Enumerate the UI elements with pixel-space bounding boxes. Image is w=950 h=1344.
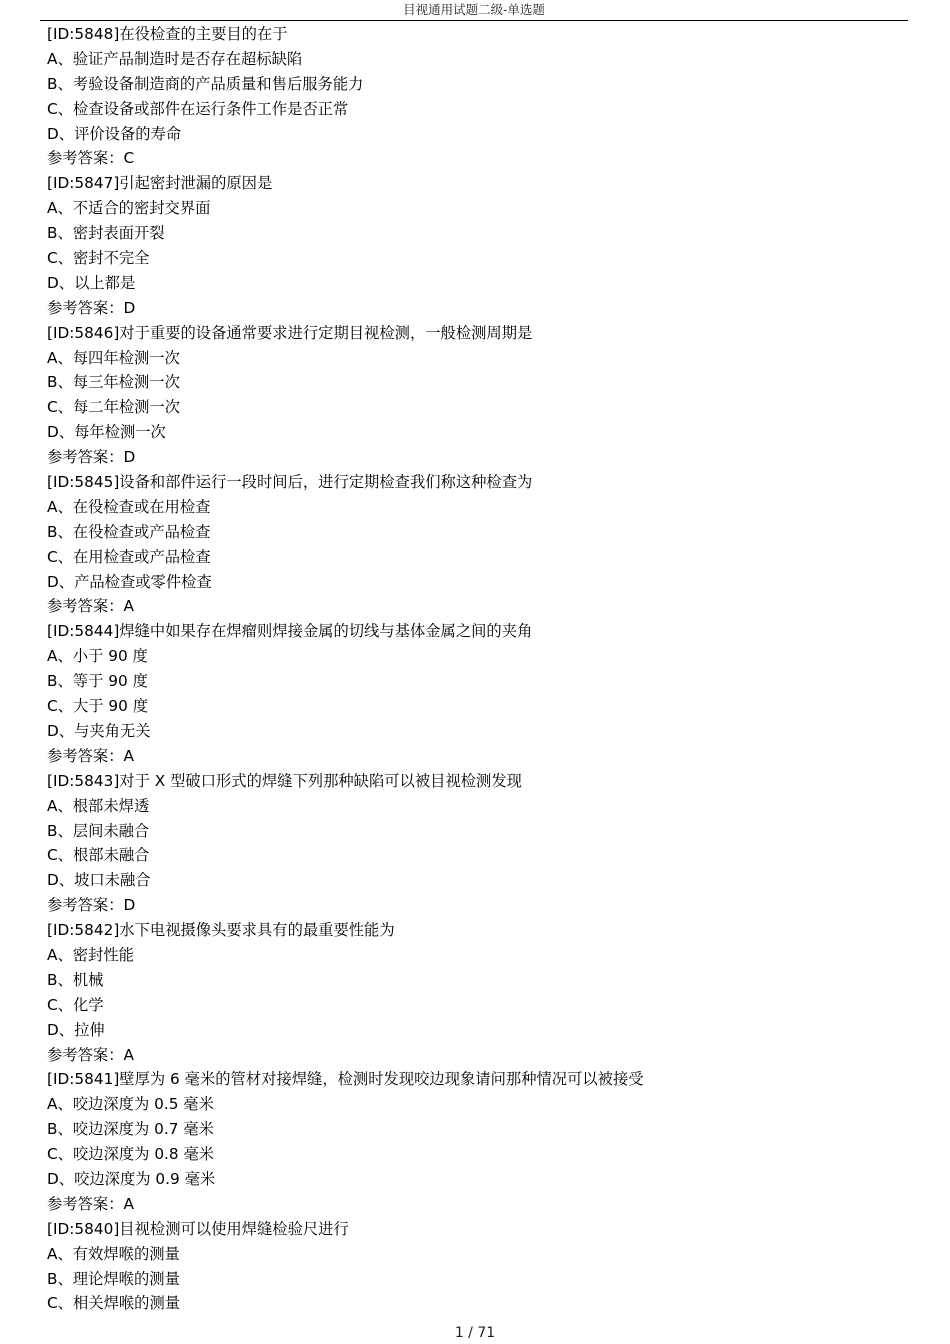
question-block bbox=[47, 22, 907, 171]
question-text: [ID:5844]焊缝中如果存在焊瘤则焊接金属的切线与基体金属之间的夹角 bbox=[47, 622, 533, 641]
answer-text: 参考答案：A bbox=[47, 746, 134, 765]
option-c: C、在用检查或产品检查 bbox=[47, 547, 211, 566]
option-a: A、验证产品制造时是否存在超标缺陷 bbox=[47, 49, 303, 68]
answer-text: 参考答案：D bbox=[47, 448, 136, 467]
option-b: B、在役检查或产品检查 bbox=[47, 522, 211, 541]
question-text: [ID:5847]引起密封泄漏的原因是 bbox=[47, 174, 273, 193]
question-block bbox=[47, 470, 907, 619]
question-block bbox=[47, 171, 907, 320]
option-b: B、咬边深度为 0.7 毫米 bbox=[47, 1120, 214, 1139]
option-b: B、理论焊喉的测量 bbox=[47, 1269, 180, 1288]
question-block bbox=[47, 619, 907, 768]
option-c: C、咬边深度为 0.8 毫米 bbox=[47, 1145, 215, 1164]
option-d: D、坡口未融合 bbox=[47, 871, 151, 890]
question-text: [ID:5842]水下电视摄像头要求具有的最重要性能为 bbox=[47, 921, 395, 940]
option-c: C、密封不完全 bbox=[47, 249, 150, 268]
question-block bbox=[47, 1217, 907, 1317]
option-c: C、化学 bbox=[47, 995, 104, 1014]
answer-text: 参考答案：A bbox=[47, 597, 134, 616]
option-c: C、每二年检测一次 bbox=[47, 398, 181, 417]
option-a: A、不适合的密封交界面 bbox=[47, 199, 211, 218]
option-d: D、拉伸 bbox=[47, 1020, 105, 1039]
answer-text: 参考答案：A bbox=[47, 1045, 134, 1064]
option-d: D、产品检查或零件检查 bbox=[47, 572, 212, 591]
question-block bbox=[47, 769, 907, 918]
question-text: [ID:5845]设备和部件运行一段时间后，进行定期检查我们称这种检查为 bbox=[47, 473, 533, 492]
question-block bbox=[47, 918, 907, 1067]
question-text: [ID:5841]壁厚为 6 毫米的管材对接焊缝，检测时发现咬边现象请问那种情况可以被接受 bbox=[47, 1070, 644, 1089]
option-c: C、大于 90 度 bbox=[47, 697, 149, 716]
answer-text: 参考答案：D bbox=[47, 896, 136, 915]
option-a: A、咬边深度为 0.5 毫米 bbox=[47, 1095, 214, 1114]
question-list bbox=[47, 22, 907, 1316]
option-b: B、机械 bbox=[47, 970, 104, 989]
question-text: [ID:5843]对于 X 型破口形式的焊缝下列那种缺陷可以被目视检测发现 bbox=[47, 771, 522, 790]
question-text: [ID:5840]目视检测可以使用焊缝检验尺进行 bbox=[47, 1219, 349, 1238]
option-a: A、在役检查或在用检查 bbox=[47, 497, 211, 516]
option-a: A、密封性能 bbox=[47, 945, 134, 964]
question-text: [ID:5848]在役检查的主要目的在于 bbox=[47, 25, 288, 43]
option-a: A、小于 90 度 bbox=[47, 647, 148, 666]
option-a: A、有效焊喉的测量 bbox=[47, 1244, 180, 1263]
question-block bbox=[47, 1067, 907, 1216]
option-c: C、检查设备或部件在运行条件工作是否正常 bbox=[47, 99, 349, 118]
option-d: D、咬边深度为 0.9 毫米 bbox=[47, 1169, 216, 1188]
option-c: C、相关焊喉的测量 bbox=[47, 1294, 181, 1313]
page-number: 1 / 71 bbox=[454, 1325, 496, 1341]
option-d: D、评价设备的寿命 bbox=[47, 124, 182, 143]
option-a: A、根部未焊透 bbox=[47, 796, 150, 815]
question-text: [ID:5846]对于重要的设备通常要求进行定期目视检测，一般检测周期是 bbox=[47, 323, 533, 342]
page-header: 目视通用试题二级-单选题 bbox=[40, 0, 908, 21]
option-d: D、每年检测一次 bbox=[47, 423, 166, 442]
answer-text: 参考答案：C bbox=[47, 149, 135, 168]
answer-text: 参考答案：D bbox=[47, 298, 136, 317]
option-a: A、每四年检测一次 bbox=[47, 348, 180, 367]
option-c: C、根部未融合 bbox=[47, 846, 150, 865]
option-d: D、与夹角无关 bbox=[47, 721, 151, 740]
option-d: D、以上都是 bbox=[47, 273, 136, 292]
answer-text: 参考答案：A bbox=[47, 1194, 134, 1213]
question-block bbox=[47, 321, 907, 470]
option-b: B、密封表面开裂 bbox=[47, 224, 165, 243]
option-b: B、每三年检测一次 bbox=[47, 373, 180, 392]
option-b: B、等于 90 度 bbox=[47, 672, 148, 691]
option-b: B、考验设备制造商的产品质量和售后服务能力 bbox=[47, 74, 364, 93]
option-b: B、层间未融合 bbox=[47, 821, 150, 840]
